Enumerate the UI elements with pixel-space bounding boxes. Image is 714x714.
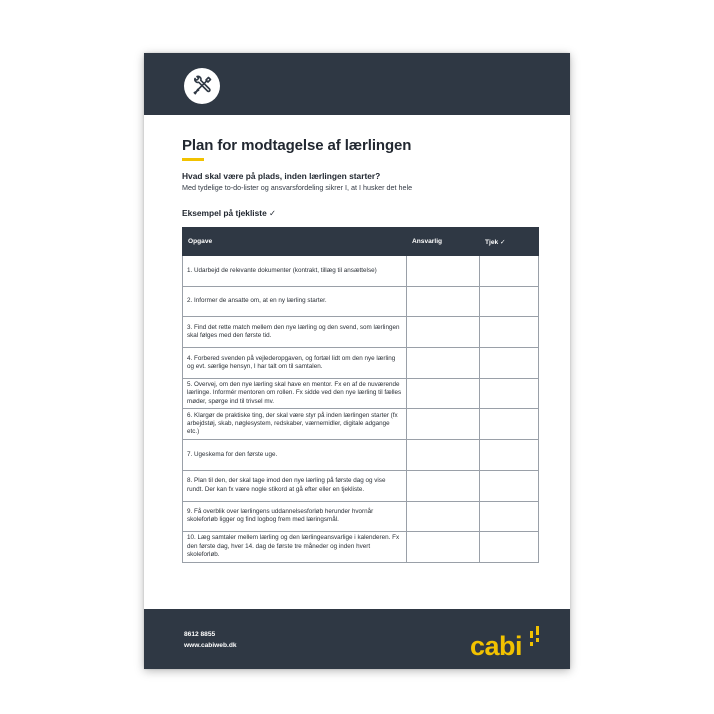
intro-text: Med tydelige to-do-lister og ansvarsfordeling sikrer I, at I husker det hele [182, 183, 413, 192]
brand-wordmark: cabi [470, 631, 523, 661]
table-row [183, 501, 539, 532]
check-cell[interactable] [480, 256, 539, 287]
task-cell: 7. Ugeskema for den første uge. [183, 440, 407, 471]
task-cell: 9. Få overblik over lærlingens uddannelsesforløb herunder hvornår skoleforløb ligger og find logbog frem med læringsmål. [183, 501, 407, 532]
table-row [183, 286, 539, 317]
tools-icon [190, 74, 214, 98]
responsible-cell[interactable] [407, 378, 480, 409]
table-row [183, 409, 539, 440]
responsible-cell[interactable] [407, 501, 480, 532]
check-cell[interactable] [480, 501, 539, 532]
footer-band [144, 609, 570, 669]
task-cell: 4. Forbered svenden på vejlederopgaven, og fortæl lidt om den nye lærling og evt. særlige hensyn, I har talt om til samtalen. [183, 348, 407, 379]
page-title: Plan for modtagelse af lærlingen [182, 137, 412, 154]
table-header-row [183, 228, 539, 256]
responsible-cell[interactable] [407, 470, 480, 501]
check-cell[interactable] [480, 409, 539, 440]
document-page [144, 53, 570, 669]
logo-badge [184, 68, 220, 104]
title-underline [182, 158, 204, 161]
website-link[interactable]: www.cabiweb.dk [184, 642, 237, 649]
header-band [144, 53, 570, 115]
example-heading: Eksempel på tjekliste ✓ [182, 208, 277, 218]
table-row [183, 256, 539, 287]
section-subtitle: Hvad skal være på plads, inden lærlingen starter? [182, 171, 381, 181]
responsible-cell[interactable] [407, 409, 480, 440]
responsible-cell[interactable] [407, 286, 480, 317]
column-header-task: Opgave [183, 228, 407, 256]
cabi-logo-icon [468, 622, 548, 662]
check-cell[interactable] [480, 470, 539, 501]
table-row [183, 470, 539, 501]
table-row [183, 532, 539, 563]
responsible-cell[interactable] [407, 256, 480, 287]
responsible-cell[interactable] [407, 317, 480, 348]
check-cell[interactable] [480, 440, 539, 471]
task-cell: 6. Klargør de praktiske ting, der skal være styr på inden lærlingen starter (fx arbejdstøj, skab, nøglesystem, redskaber, værnemidler, digitale adgange etc.) [183, 409, 407, 440]
table-row [183, 317, 539, 348]
task-cell: 5. Overvej, om den nye lærling skal have en mentor. Fx en af de nuværende lærlinge. Informér mentoren om rollen. Fx sidde ved den nye lærling til fælles møder, spørge ind til trivsel mv. [183, 378, 407, 409]
task-cell: 3. Find det rette match mellem den nye lærling og den svend, som lærlingen skal følges med den første tid. [183, 317, 407, 348]
check-cell[interactable] [480, 532, 539, 563]
task-cell: 10. Læg samtaler mellem lærling og den lærlingeansvarlige i kalenderen. Fx den første dag, hver 14. dag de første tre måneder og inden hvert skoleforløb. [183, 532, 407, 563]
task-cell: 2. Informer de ansatte om, at en ny lærling starter. [183, 286, 407, 317]
task-cell: 8. Plan til den, der skal tage imod den nye lærling på første dag og vise rundt. Der kan fx være nogle stikord at gå efter eller en tjekliste. [183, 470, 407, 501]
check-cell[interactable] [480, 348, 539, 379]
responsible-cell[interactable] [407, 532, 480, 563]
check-cell[interactable] [480, 286, 539, 317]
checklist-table [182, 227, 539, 563]
phone-number: 8612 8855 [184, 631, 216, 638]
task-cell: 1. Udarbejd de relevante dokumenter (kontrakt, tillæg til ansættelse) [183, 256, 407, 287]
table-row [183, 378, 539, 409]
responsible-cell[interactable] [407, 348, 480, 379]
table-row [183, 348, 539, 379]
column-header-responsible: Ansvarlig [407, 228, 480, 256]
responsible-cell[interactable] [407, 440, 480, 471]
check-cell[interactable] [480, 378, 539, 409]
check-cell[interactable] [480, 317, 539, 348]
column-header-check: Tjek ✓ [480, 228, 539, 256]
table-row [183, 440, 539, 471]
